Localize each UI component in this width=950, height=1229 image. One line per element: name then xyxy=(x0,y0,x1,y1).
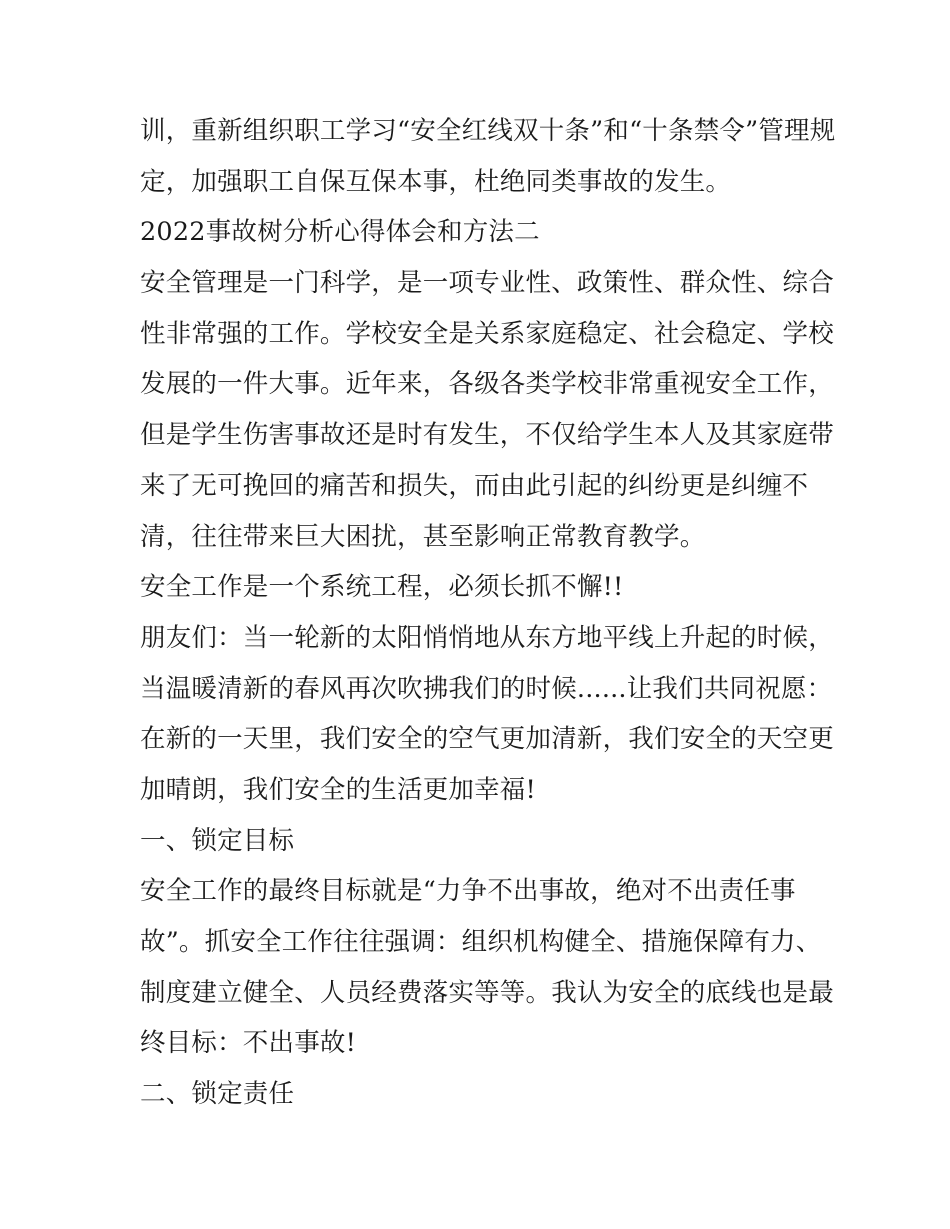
text-line: 故”。抓安全工作往往强调：组织机构健全、措施保障有力、 xyxy=(140,927,822,957)
text-line: 发展的一件大事。近年来，各级各类学校非常重视安全工作， xyxy=(140,369,834,400)
text-line: 安全管理是一门科学，是一项专业性、政策性、群众性、综合 xyxy=(140,268,834,299)
document-body xyxy=(140,106,836,1120)
text-line: 朋友们：当一轮新的太阳悄悄地从东方地平线上升起的时候， xyxy=(140,622,834,653)
text-line: 性非常强的工作。学校安全是关系家庭稳定、社会稳定、学校 xyxy=(140,318,834,349)
text-line: 安全工作的最终目标就是“力争不出事故，绝对不出责任事 xyxy=(140,876,796,907)
text-line: 当温暖清新的春风再次吹拂我们的时候......让我们共同祝愿： xyxy=(140,673,833,704)
section-heading: 一、锁定目标 xyxy=(140,825,295,856)
text-line: 制度建立健全、人员经费落实等等。我认为安全的底线也是最 xyxy=(140,977,834,1008)
text-line: 来了无可挽回的痛苦和损失，而由此引起的纠纷更是纠缠不 xyxy=(140,470,809,501)
text-line: 定，加强职工自保互保本事，杜绝同类事故的发生。 xyxy=(140,166,732,197)
text-line: 终目标：不出事故! xyxy=(140,1028,357,1059)
section-heading: 2022事故树分析心得体会和方法二 xyxy=(140,217,540,248)
text-line: 安全工作是一个系统工程，必须长抓不懈!! xyxy=(140,572,624,603)
text-line: 加晴朗，我们安全的生活更加幸福! xyxy=(140,774,536,805)
text-line: 训，重新组织职工学习“安全红线双十条”和“十条禁令”管理规 xyxy=(140,116,836,146)
text-line: 但是学生伤害事故还是时有发生，不仅给学生本人及其家庭带 xyxy=(140,420,834,451)
text-line: 在新的一天里，我们安全的空气更加清新，我们安全的天空更 xyxy=(140,724,834,755)
text-line: 清，往往带来巨大困扰，甚至影响正常教育教学。 xyxy=(140,521,706,552)
section-heading: 二、锁定责任 xyxy=(140,1079,295,1110)
